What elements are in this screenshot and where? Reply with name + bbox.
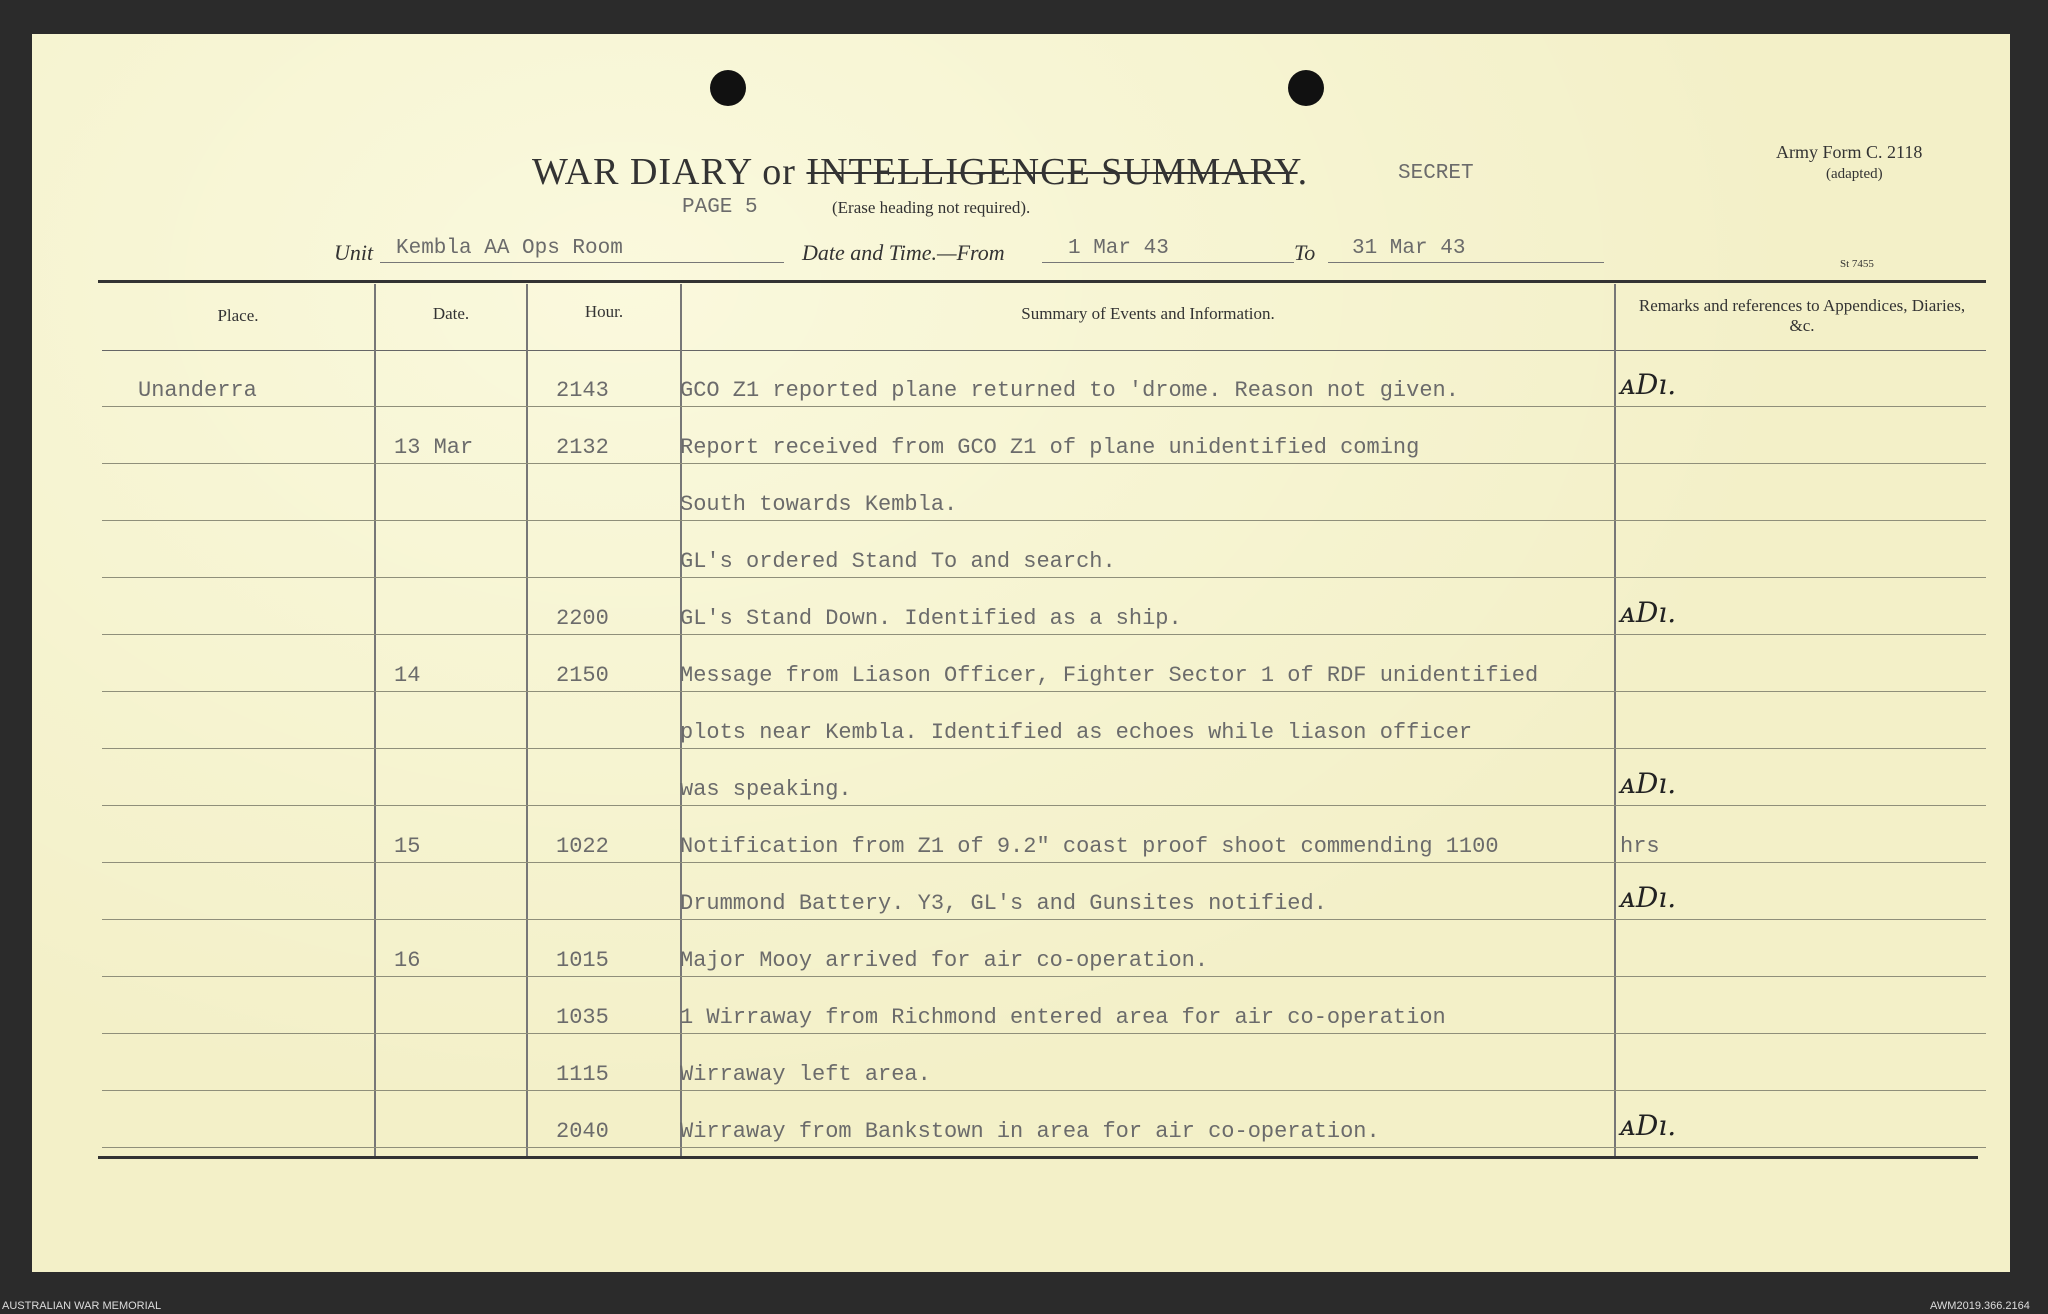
row-rule xyxy=(102,919,1986,920)
date-from-underline xyxy=(1042,262,1294,263)
cell-text: Report received from GCO Z1 of plane unidentified coming xyxy=(680,435,1420,460)
header-bottom-rule xyxy=(102,350,1986,351)
title-dot: . xyxy=(1297,151,1309,193)
cell-date: 14 xyxy=(394,663,421,688)
date-to-value: 31 Mar 43 xyxy=(1352,237,1466,260)
cell-text: Major Mooy arrived for air co-operation. xyxy=(680,948,1209,973)
footer-right: AWM2019.366.2164 xyxy=(1930,1300,2030,1312)
cell-remark: hrs xyxy=(1620,834,1660,859)
cell-text: Wirraway from Bankstown in area for air co-operation. xyxy=(680,1119,1380,1144)
diary-page xyxy=(32,34,2010,1272)
row-rule xyxy=(102,1090,1986,1091)
date-to-underline xyxy=(1328,262,1604,263)
row-rule xyxy=(102,520,1986,521)
cell-text: plots near Kembla. Identified as echoes while liason officer xyxy=(680,720,1473,745)
cell-hour: 1035 xyxy=(556,1005,609,1030)
unit-label: Unit xyxy=(334,240,374,265)
footer-left: AUSTRALIAN WAR MEMORIAL xyxy=(2,1300,162,1312)
col-divider-place xyxy=(374,284,376,1156)
row-rule xyxy=(102,577,1986,578)
row-rule xyxy=(102,691,1986,692)
row-rule xyxy=(102,463,1986,464)
cell-text: 1 Wirraway from Richmond entered area for air co-operation xyxy=(680,1005,1446,1030)
cell-hour: 1115 xyxy=(556,1062,609,1087)
row-rule xyxy=(102,805,1986,806)
initials-signature: ᴀDı. xyxy=(1620,1109,1677,1142)
cell-hour: 1015 xyxy=(556,948,609,973)
row-rule xyxy=(102,1033,1986,1034)
cell-hour: 1022 xyxy=(556,834,609,859)
row-rule xyxy=(102,862,1986,863)
cell-text: was speaking. xyxy=(680,777,852,802)
secret-stamp: SECRET xyxy=(1398,162,1474,185)
title-war-diary: WAR DIARY or xyxy=(532,151,796,193)
initials-signature: ᴀDı. xyxy=(1620,368,1677,401)
cell-hour: 2132 xyxy=(556,435,609,460)
erase-note: (Erase heading not required). xyxy=(832,198,1031,217)
col-header-date: Date. xyxy=(432,304,470,323)
cell-text: GL's ordered Stand To and search. xyxy=(680,549,1116,574)
initials-signature: ᴀDı. xyxy=(1620,596,1677,629)
to-label: To xyxy=(1294,240,1316,265)
col-divider-summary xyxy=(1614,284,1616,1156)
table-top-rule xyxy=(98,280,1986,283)
cell-text: Drummond Battery. Y3, GL's and Gunsites notified. xyxy=(680,891,1327,916)
cell-hour: 2143 xyxy=(556,378,609,403)
cell-hour: 2200 xyxy=(556,606,609,631)
cell-hour: 2150 xyxy=(556,663,609,688)
col-header-place: Place. xyxy=(217,306,259,325)
date-label: Date and Time.—From xyxy=(802,240,1005,265)
form-title xyxy=(532,150,1308,194)
initials-signature: ᴀDı. xyxy=(1620,767,1677,800)
col-divider-date xyxy=(526,284,528,1156)
cell-date: 15 xyxy=(394,834,421,859)
initials-signature: ᴀDı. xyxy=(1620,881,1677,914)
cell-date: 13 Mar xyxy=(394,435,474,460)
adapted-label: (adapted) xyxy=(1826,166,1883,182)
row-rule xyxy=(102,748,1986,749)
army-form-label: Army Form C. 2118 xyxy=(1776,142,1923,162)
stock-number: St 7455 xyxy=(1840,258,1874,270)
col-header-remarks: Remarks and references to Appendices, Diaries, &c. xyxy=(1638,296,1966,335)
page-number: PAGE 5 xyxy=(682,196,758,219)
cell-hour: 2040 xyxy=(556,1119,609,1144)
row-rule xyxy=(102,406,1986,407)
cell-date: 16 xyxy=(394,948,421,973)
cell-text: GCO Z1 reported plane returned to 'drome. Reason not given. xyxy=(680,378,1459,403)
cell-text: Notification from Z1 of 9.2" coast proof shoot commending 1100 xyxy=(680,834,1499,859)
punch-hole-right xyxy=(1288,70,1324,106)
row-rule xyxy=(102,976,1986,977)
cell-text: Wirraway left area. xyxy=(680,1062,931,1087)
unit-underline xyxy=(380,262,784,263)
punch-hole-left xyxy=(710,70,746,106)
cell-text: South towards Kembla. xyxy=(680,492,958,517)
cell-text: GL's Stand Down. Identified as a ship. xyxy=(680,606,1182,631)
cell-place: Unanderra xyxy=(138,378,257,403)
row-rule xyxy=(102,1147,1986,1148)
title-struck: INTELLIGENCE SUMMARY xyxy=(806,151,1298,193)
cell-text: Message from Liason Officer, Fighter Sector 1 of RDF unidentified xyxy=(680,663,1539,688)
date-from-value: 1 Mar 43 xyxy=(1068,237,1169,260)
col-header-summary: Summary of Events and Information. xyxy=(1021,304,1275,323)
col-header-hour: Hour. xyxy=(584,302,624,321)
unit-value: Kembla AA Ops Room xyxy=(396,237,623,260)
table-bottom-rule xyxy=(98,1156,1978,1159)
row-rule xyxy=(102,634,1986,635)
